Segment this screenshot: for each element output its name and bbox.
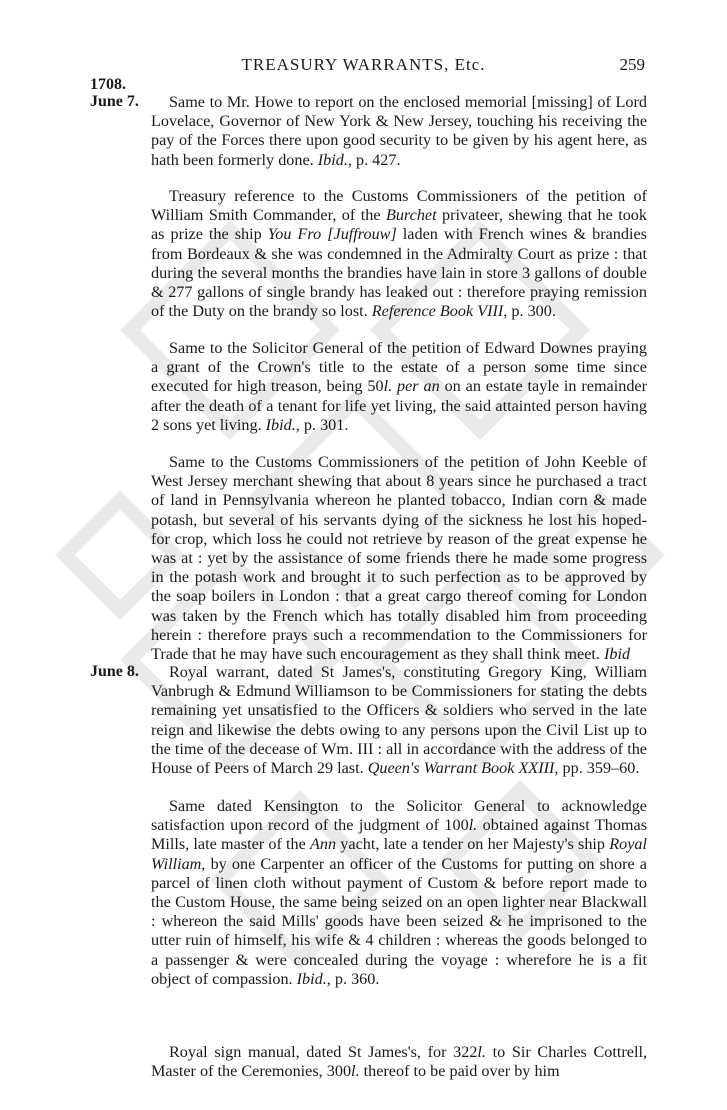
body-text: Treasury reference to the Customs Commissioners of the petition of William Smith Commander, of the xyxy=(151,187,647,225)
italic-text: Ann xyxy=(310,835,337,854)
entry-paragraph xyxy=(151,797,647,989)
body-text: obtained against Thomas Mills, late master of the xyxy=(151,816,648,854)
entry-paragraph xyxy=(151,93,647,170)
italic-text: l. xyxy=(477,1043,486,1061)
italic-text: l. xyxy=(383,377,393,396)
body-text: Same to Mr. Howe to report on the enclosed memorial [missing] of Lord Lovelace, Governor of New York & New Jersey, touching his receiving the pay of the Forces there upon good security to be given by his agent here, as hath been formerly done. xyxy=(151,93,647,169)
italic-text: Burchet xyxy=(385,206,437,225)
body-text: thereof to be paid over by him xyxy=(359,1062,560,1081)
body-text: , pp. 359–60. xyxy=(554,759,640,778)
body-text: Same dated Kensington to the Solicitor General to acknowledge satisfaction upon record of the judgment of 100 xyxy=(151,797,647,835)
page-number: 259 xyxy=(619,55,645,74)
italic-text: Ibid xyxy=(603,645,631,664)
body-text: on an estate tayle in remainder after the death of a tenant for life yet living, the said attainted person having 2 sons yet living. xyxy=(151,377,647,434)
body-text: , p. 427. xyxy=(347,150,401,169)
body-text: privateer, shewing that he took as prize the ship xyxy=(151,206,647,244)
body-text: Royal warrant, dated St James's, constituting Gregory King, William Vanbrugh & Edmund Williamson to be Commissioners for stating the debts remaining yet unsatisfied to the Officers & soldiers who served in the late reign and likewise the debts owing to any persons upon the Civil List up to the time of the decease of Wm. III : all in accordance with the address of the House of Peers of March 29 last. xyxy=(151,663,647,778)
entry-paragraph xyxy=(151,663,647,778)
body-text: Same to the Solicitor General of the petition of Edward Downes praying a grant of the Crown's title to the estate of a person some time since executed for high treason, being 50 xyxy=(151,339,647,396)
entry-paragraph xyxy=(151,453,647,664)
italic-text: Royal William xyxy=(151,835,647,873)
margin-year: 1708. xyxy=(90,76,126,93)
body-text: to Sir Charles Cottrell, Master of the Ceremonies, 300 xyxy=(151,1043,647,1081)
italic-text: Queen's Warrant Book XXIII xyxy=(367,759,555,778)
italic-text: per an xyxy=(397,377,440,396)
body-text: , p. 360. xyxy=(326,969,380,988)
italic-text: Ibid. xyxy=(317,150,348,169)
body-text: Same to the Customs Commissioners of the petition of John Keeble of West Jersey merchant shewing that about 8 years since he purchased a tract of land in Pennsylvania whereon he planted tobacco, Indian corn & made potash, but several of his servants dying of the sickness he lost his hoped-for crop, which loss he could not retrieve by reason of the great expense he was at : yet by the assistance of some friends there he made some progress in the potash work and brought it to such perfection as to be approved by the soap boilers in London : that a great cargo thereof coming for London was taken by the French which has totally disabled him from proceeding herein : therefore prays such a recommendation to the Commissioners for Trade that he may have such encouragement as they shall think meet. xyxy=(151,453,647,664)
body-text: yacht, late a tender on her Majesty's ship xyxy=(336,835,610,854)
body-text: , by one Carpenter an officer of the Customs for putting on shore a parcel of linen cloth without payment of Custom & before report made to the Custom House, the same being seized on an open lighter near Blackwall : whereon the said Mills' goods have been seized & he imprisoned to the utter ruin of himself, his wife & 4 children : whereas the goods belonged to a passenger & were concealed during the voyage : wherefore he is a fit object of compassion. xyxy=(151,854,647,988)
body-text: , p. 301. xyxy=(295,415,349,434)
italic-text: Ibid. xyxy=(265,415,296,434)
entry-paragraph xyxy=(151,339,647,435)
body-text: , p. 300. xyxy=(503,302,556,321)
body-text: Royal sign manual, dated St James's, for 322 xyxy=(169,1043,478,1061)
margin-date: June 8. xyxy=(90,663,139,680)
italic-text: You Fro [Juffrouw] xyxy=(267,225,397,244)
body-text: laden with French wines & brandies from Bordeaux & she was condemned in the Admiralty Court as prize : that during the several months the brandies have lain in store 3 gallons of double & 277 gallons of single brandy has leaked out : therefore praying remission of the Duty on the brandy so lost. xyxy=(151,225,647,321)
italic-text: l. xyxy=(351,1062,360,1081)
running-header: TREASURY WARRANTS, Etc. xyxy=(241,55,486,74)
italic-text: Reference Book VIII xyxy=(371,302,504,321)
italic-text: l. xyxy=(468,816,478,835)
italic-text: Ibid. xyxy=(296,969,327,988)
entry-paragraph xyxy=(151,187,647,321)
entry-paragraph xyxy=(151,1043,647,1081)
margin-date: June 7. xyxy=(90,93,139,110)
